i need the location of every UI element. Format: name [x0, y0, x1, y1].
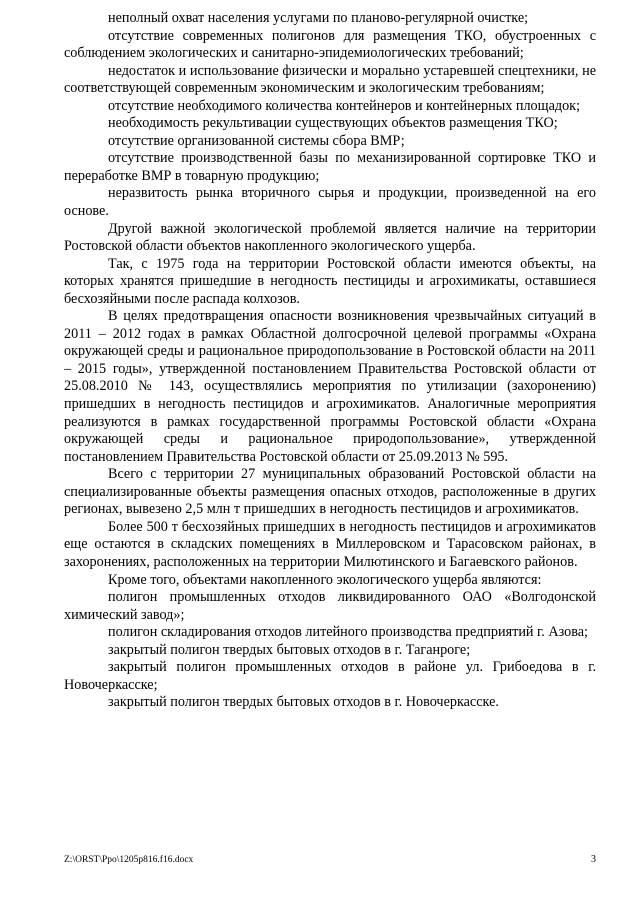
document-body — [64, 10, 596, 712]
paragraph: недостаток и использование физически и морально устаревшей спецтехники, не соответствующей современным экономическим и экологическим требованиям; — [64, 62, 596, 97]
paragraph: отсутствие современных полигонов для размещения ТКО, обустроенных с соблюдением экологических и санитарно-эпидемиологических требований; — [64, 27, 596, 62]
paragraph: Всего с территории 27 муниципальных образований Ростовской области на специализированные объекты размещения опасных отходов, расположенные в других регионах, вывезено 2,5 млн т пришедших в негодность пестицидов и агрохимикатов. — [64, 466, 596, 518]
paragraph: Более 500 т бесхозяйных пришедших в негодность пестицидов и агрохимикатов еще остаются в складских помещениях в Миллеровском и Тарасовском районах, в захоронениях, расположенных на территории Милютинского и Багаевского районов. — [64, 518, 596, 570]
paragraph: Так, с 1975 года на территории Ростовской области имеются объекты, на которых хранятся пришедшие в негодность пестициды и агрохимикаты, оставшиеся бесхозяйными после распада колхозов. — [64, 255, 596, 307]
paragraph: Кроме того, объектами накопленного экологического ущерба являются: — [108, 571, 542, 588]
paragraph: закрытый полигон твердых бытовых отходов в г. Таганроге; — [108, 641, 471, 658]
paragraph: В целях предотвращения опасности возникновения чрезвычайных ситуаций в 2011 – 2012 годах в рамках Областной долгосрочной целевой программы «Охрана окружающей среды и рациональное природопользование в Ростовской области на 2011 – 2015 годы», утвержденной постановлением Правительства Ростовской области от 25.08.2010 № 143, осуществлялись мероприятия по утилизации (захоронению) пришедших в негодность пестицидов и агрохимикатов. Аналогичные мероприятия реализуются в рамках государственной программы Ростовской области «Охрана окружающей среды и рациональное природопользование», утвержденной постановлением Правительства Ростовской области от 25.09.2013 № 595. — [64, 308, 596, 465]
paragraph: отсутствие организованной системы сбора ВМР; — [108, 132, 405, 149]
paragraph: неполный охват населения услугами по планово-регулярной очистке; — [108, 10, 529, 26]
paragraph: отсутствие необходимого количества контейнеров и контейнерных площадок; — [108, 97, 581, 114]
paragraph: Другой важной экологической проблемой является наличие на территории Ростовской области объектов накопленного экологического ущерба. — [64, 220, 596, 255]
paragraph: закрытый полигон твердых бытовых отходов в г. Новочеркасске. — [108, 694, 499, 711]
footer-file-path: Z:\ORST\Ppo\1205p816.f16.docx — [64, 855, 194, 865]
paragraph: неразвитость рынка вторичного сырья и продукции, произведенной на его основе. — [64, 185, 596, 220]
paragraph: полигон промышленных отходов ликвидированного ОАО «Волгодонской химический завод»; — [64, 589, 596, 623]
paragraph: закрытый полигон промышленных отходов в районе ул. Грибоедова в г. Новочеркасске; — [64, 659, 596, 693]
paragraph: полигон складирования отходов литейного производства предприятий г. Азова; — [108, 624, 588, 641]
paragraph: необходимость рекультивации существующих объектов размещения ТКО; — [108, 115, 558, 132]
page-number: 3 — [591, 854, 596, 865]
paragraph: отсутствие производственной базы по механизированной сортировке ТКО и переработке ВМР в товарную продукцию; — [64, 150, 596, 184]
